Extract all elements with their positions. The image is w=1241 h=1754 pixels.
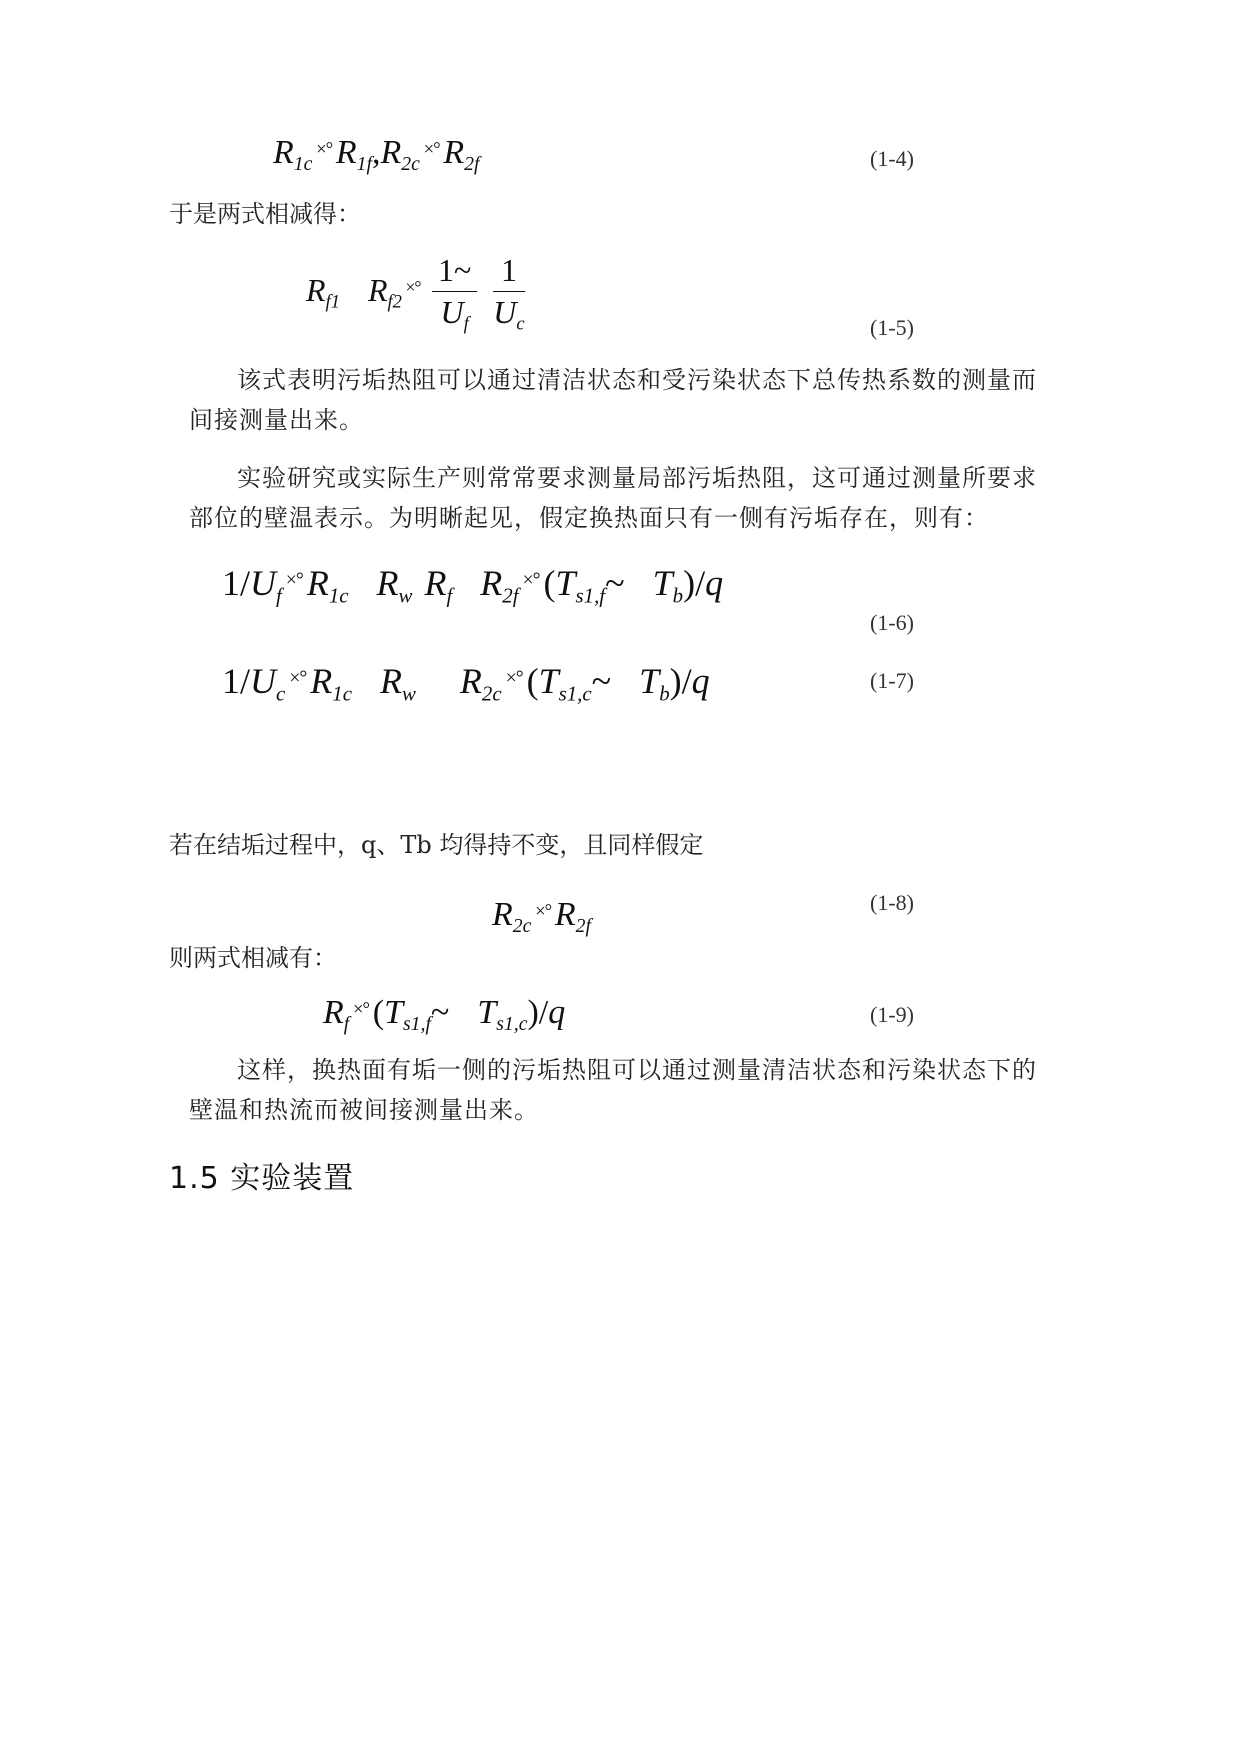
section-heading: 1.5 实验装置	[169, 1161, 355, 1196]
equation-1-6: $1/U_f^{\times^\circ}$ $R_{1c}$ $R_w$ $R_f$ $R_{2f}^{\times^\circ}$ ($T_{s1,f}\sim$ $T_b)/q$	[222, 563, 724, 608]
equation-number-1-7: (1-7)	[870, 668, 914, 693]
paragraph-assumption: 若在结垢过程中，q、Tb 均得持不变，且同样假定	[169, 831, 704, 859]
equation-number-1-4: (1-4)	[870, 146, 914, 171]
equation-1-9: $R_f^{\times^\circ}$ ($T_{s1,f}\sim$ $T_{s1,c})/q$	[323, 994, 566, 1035]
paragraph-then-subtract: 则两式相减有：	[169, 944, 337, 972]
equation-1-4: $R_{1c}^{\times^\circ}$ $R_{1f},R_{2c}^{\times^\circ}$ $R_{2f}$	[273, 134, 480, 175]
paragraph-subtract: 于是两式相减得：	[169, 200, 361, 228]
paragraph-conclusion: 这样，换热面有垢一侧的污垢热阻可以通过测量清洁状态和污染状态下的壁温和热流而被间接测量出来。	[189, 1056, 1037, 1124]
equation-1-7: $1/U_c^{\times^\circ}$ $R_{1c}$ $R_w$ $R_{2c}^{\times^\circ}$ ($T_{s1,c}\sim$ $T_b)/q$	[222, 661, 710, 706]
paragraph-local-resistance: 实验研究或实际生产则常常要求测量局部污垢热阻，这可通过测量所要求部位的壁温表示。为明晰起见，假定换热面只有一侧有污垢存在，则有：	[189, 464, 1037, 532]
paragraph-explanation: 该式表明污垢热阻可以通过清洁状态和受污染状态下总传热系数的测量而间接测量出来。	[189, 366, 1037, 434]
equation-number-1-8: (1-8)	[870, 890, 914, 915]
equation-number-1-9: (1-9)	[870, 1002, 914, 1027]
equation-number-1-6: (1-6)	[870, 610, 914, 635]
equation-number-1-5: (1-5)	[870, 315, 914, 340]
equation-1-8: $R_{2c}^{\times^\circ}$ $R_{2f}$	[492, 896, 591, 937]
equation-1-5: $R_{f1}$ $R_{f2}^{\times^\circ}$ $\frac{1\sim}{U_f}$ $\frac{1}{U_c}$	[306, 252, 525, 335]
